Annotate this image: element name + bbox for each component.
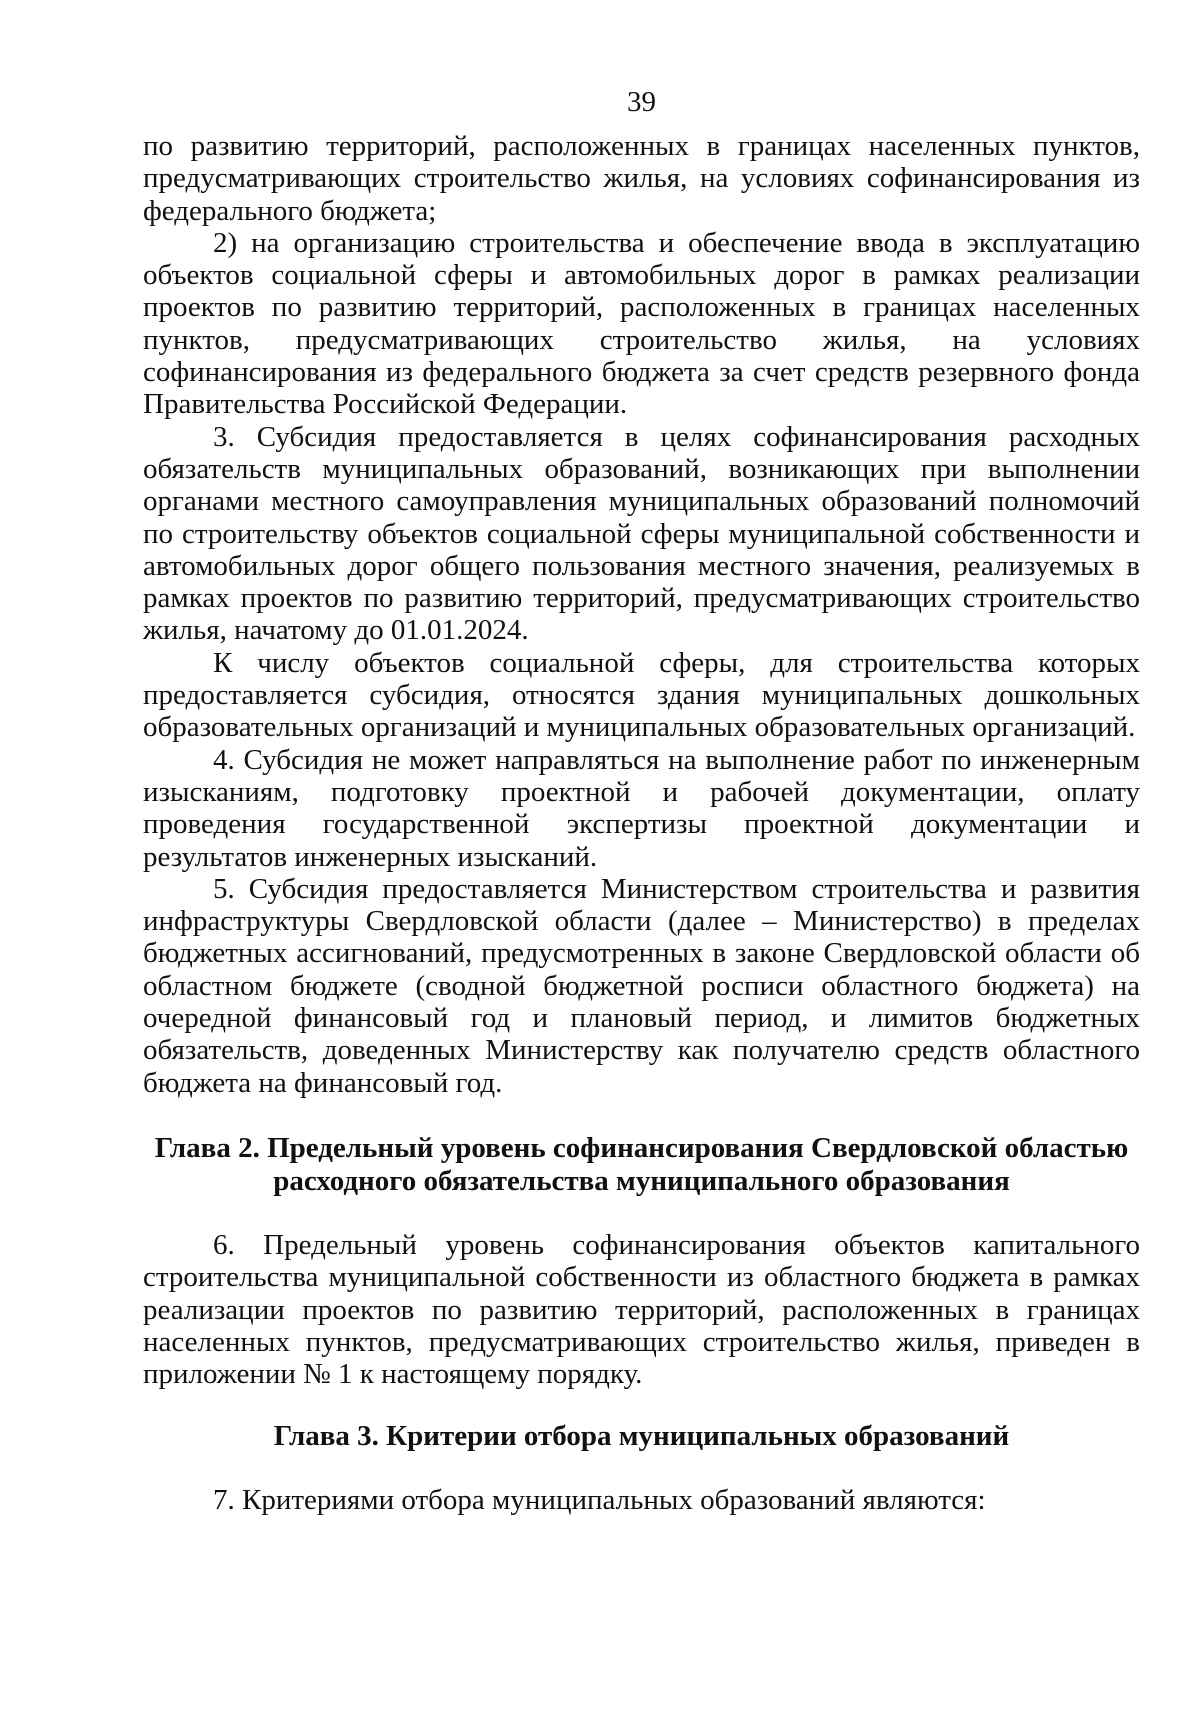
paragraph-item-3: 3. Субсидия предоставляется в целях софинансирования расходных обязательств муниципальных образований, возникающих при выполнении органами местного самоуправления муниципальных образований полномочий по строительству объектов социальной сферы муниципальной собственности и автомобильных дорог общего пользования местного значения, реализуемых в рамках проектов по развитию территорий, предусматривающих строительство жилья, начатому до 01.01.2024. (143, 420, 1140, 647)
chapter-2-heading (143, 1132, 1140, 1198)
paragraph-social-objects: К числу объектов социальной сферы, для строительства которых предоставляется субсидия, относятся здания муниципальных дошкольных образовательных организаций и муниципальных образовательных организаций. (143, 646, 1140, 744)
spacer (143, 1390, 1140, 1420)
chapter-3-heading: Глава 3. Критерии отбора муниципальных образований (273, 1420, 1010, 1453)
spacer (143, 1453, 1140, 1484)
paragraph-item-4: 4. Субсидия не может направляться на выполнение работ по инженерным изысканиям, подготовку проектной и рабочей документации, оплату проведения государственной экспертизы проектной документации и результатов инженерных изысканий. (143, 743, 1140, 873)
paragraph-continuation: по развитию территорий, расположенных в границах населенных пунктов, предусматривающих строительство жилья, на условиях софинансирования из федерального бюджета; (143, 130, 1140, 227)
page-number: 39 (627, 86, 656, 118)
paragraph-item-6: 6. Предельный уровень софинансирования объектов капитального строительства муниципальной собственности из областного бюджета в рамках реализации проектов по развитию территорий, расположенных в границах населенных пунктов, предусматривающих строительство жилья, приведен в приложении № 1 к настоящему порядку. (143, 1228, 1140, 1391)
chapter-2-heading-line-2: расходного обязательства муниципального образования (273, 1164, 1010, 1197)
paragraph-item-2: 2) на организацию строительства и обеспечение ввода в эксплуатацию объектов социальной сферы и автомобильных дорог в рамках реализации проектов по развитию территорий, расположенных в границах населенных пунктов, предусматривающих строительство жилья, на условиях софинансирования из федерального бюджета за счет средств резервного фонда Правительства Российской Федерации. (143, 226, 1140, 421)
document-body (143, 130, 1140, 1517)
spacer (143, 1099, 1140, 1132)
paragraph-item-5: 5. Субсидия предоставляется Министерством строительства и развития инфраструктуры Свердловской области (далее – Министерство) в пределах бюджетных ассигнований, предусмотренных в законе Свердловской области об областном бюджете (сводной бюджетной росписи областного бюджета) на очередной финансовый год и плановый период, и лимитов бюджетных обязательств, доведенных Министерству как получателю средств областного бюджета на финансовый год. (143, 872, 1140, 1099)
chapter-2-heading-line-1: Глава 2. Предельный уровень софинансирования Свердловской областью (154, 1131, 1129, 1164)
paragraph-item-7: 7. Критериями отбора муниципальных образований являются: (213, 1484, 986, 1517)
spacer (143, 1198, 1140, 1229)
